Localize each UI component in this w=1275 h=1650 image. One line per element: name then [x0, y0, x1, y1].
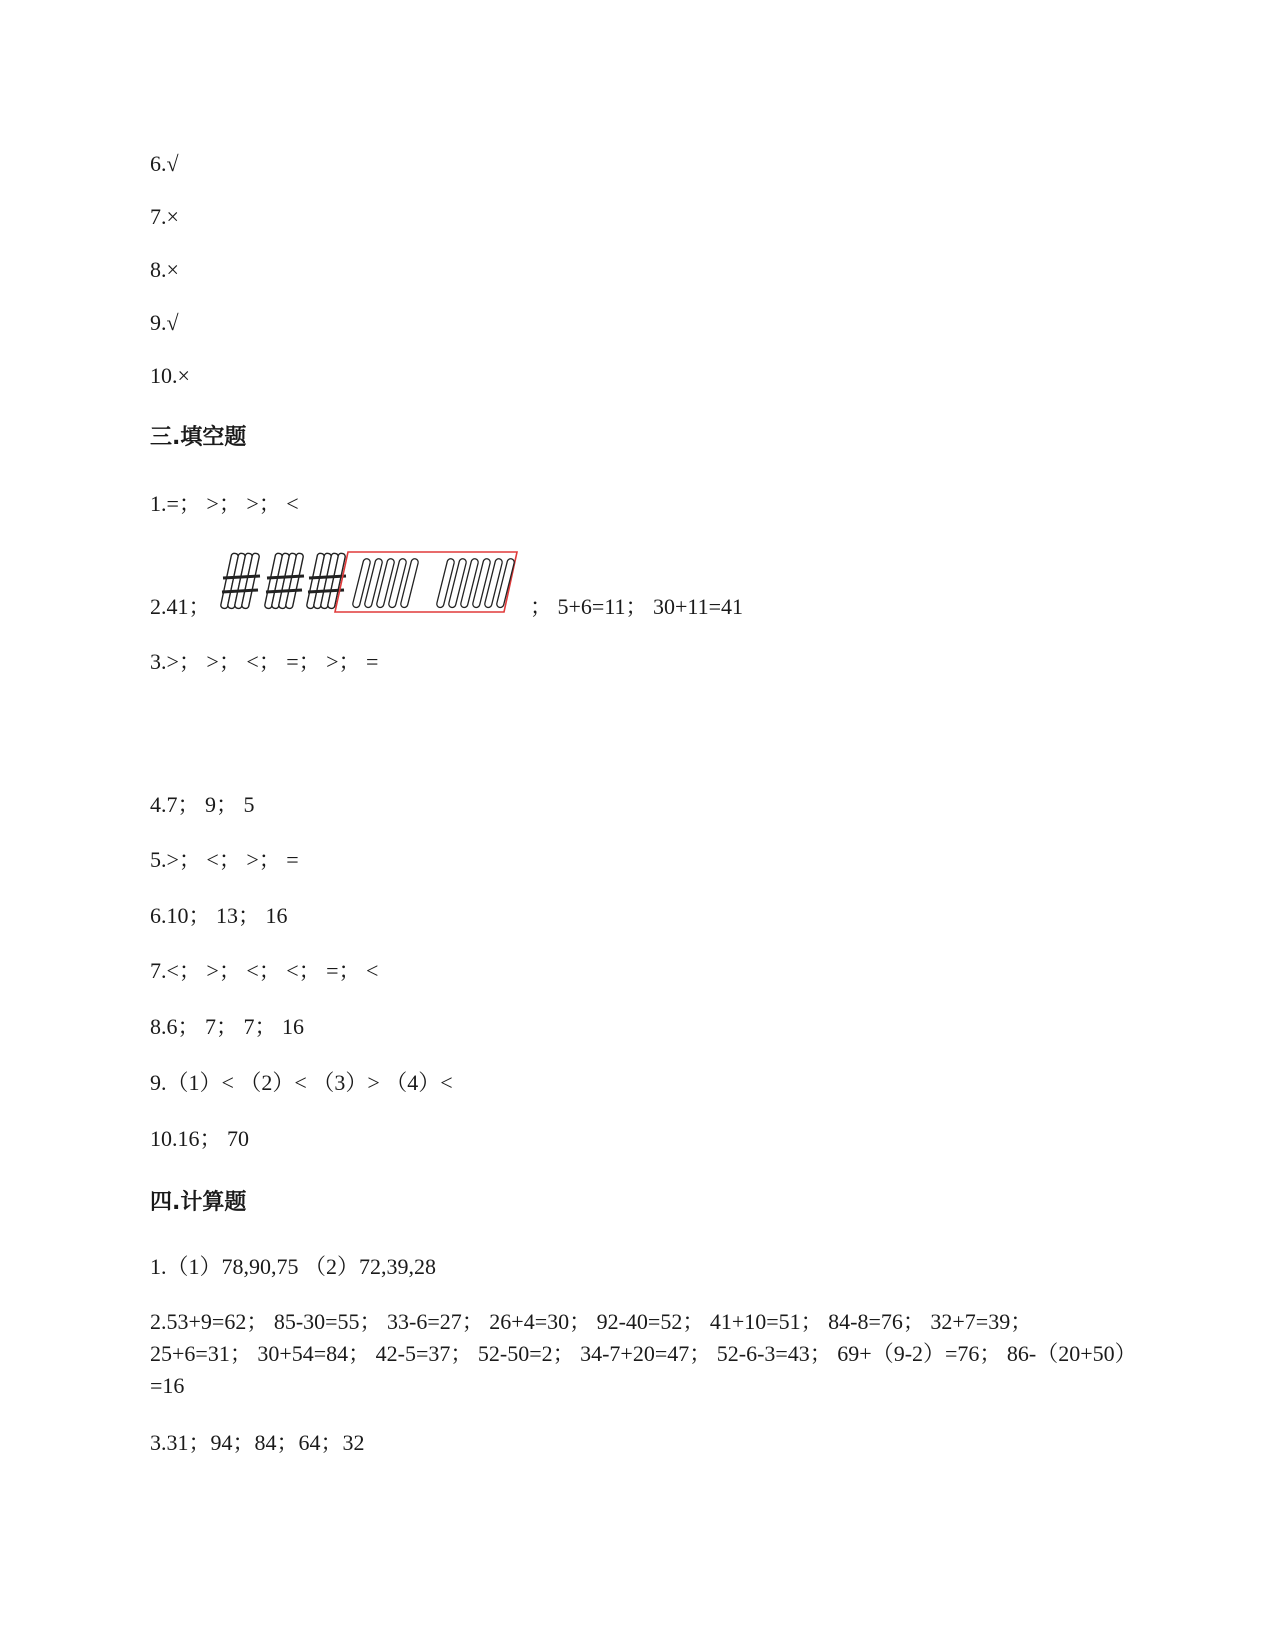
answer-line: 10.×: [150, 363, 190, 388]
answer-line: 10.16； 70: [150, 1126, 250, 1151]
stick-bundle: [306, 553, 346, 609]
stick-bundle: [264, 553, 304, 609]
answer-line: 9.（1）< （2）< （3）> （4）<: [150, 1070, 453, 1095]
loose-sticks-group: [352, 558, 419, 608]
answer-line: 3.>； >； <； =； >； =: [150, 649, 379, 674]
answer-line: 1.=； >； >； <: [150, 491, 299, 516]
answer-line: 6.10； 13； 16: [150, 903, 288, 928]
answer-line: 2.41；: [150, 594, 211, 619]
answer-line: 7.×: [150, 204, 179, 229]
answer-line: 6.√: [150, 151, 179, 176]
answer-line-tail: ； 5+6=11； 30+11=41: [530, 594, 743, 619]
answer-line: 7.<； >； <； <； =； <: [150, 958, 379, 983]
section-heading-calculation: 四.计算题: [150, 1190, 247, 1215]
answer-line: 3.31；94；84；64；32: [150, 1430, 365, 1455]
section-heading-fill-blank: 三.填空题: [150, 425, 247, 450]
answer-line: 8.6； 7； 7； 16: [150, 1014, 305, 1039]
answer-paragraph: 2.53+9=62； 85-30=55； 33-6=27； 26+4=30； 92-40=52； 41+10=51； 84-8=76； 32+7=39； 25+6=31； 30+54=84； 42-5=37； 52-50=2； 34-7+20=47； 52-6-3=43； 69+（9-2）=76； 86-（20+50）=16: [150, 1309, 1126, 1398]
answer-line: 8.×: [150, 257, 179, 282]
answer-line: 9.√: [150, 310, 179, 335]
answer-line: 4.7； 9； 5: [150, 792, 255, 817]
answer-line: 1.（1）78,90,75 （2）72,39,28: [150, 1254, 437, 1279]
answer-line: 5.>； <； >； =: [150, 847, 299, 872]
loose-sticks-group: [436, 558, 515, 608]
counting-sticks-figure: [220, 548, 520, 618]
stick-bundle: [220, 553, 260, 609]
